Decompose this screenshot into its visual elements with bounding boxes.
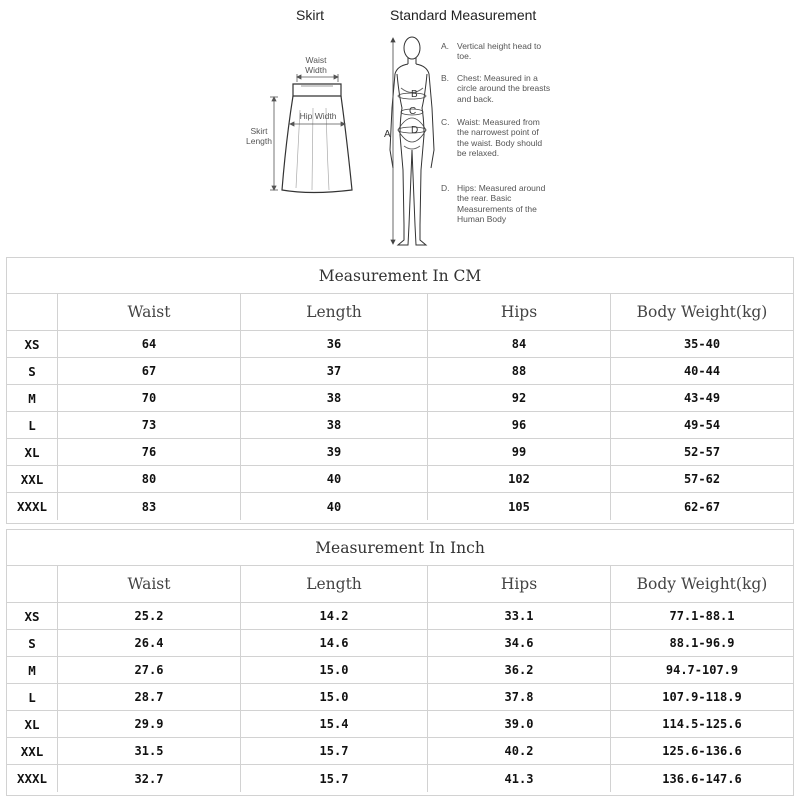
table-row xyxy=(7,466,793,493)
header-size xyxy=(7,566,58,602)
note-a xyxy=(441,41,551,62)
waist-cell: 29.9 xyxy=(58,711,241,737)
table-row xyxy=(7,385,793,412)
waist-width-label xyxy=(300,55,332,75)
table-header-row xyxy=(7,566,793,603)
hips-cell: 41.3 xyxy=(428,765,611,792)
waist-cell: 31.5 xyxy=(58,738,241,764)
header-body-weight: Body Weight(kg) xyxy=(636,575,768,593)
size-cell: S xyxy=(7,358,58,384)
skirt-dimension-lines xyxy=(270,74,345,190)
table-cm-title: Measurement In CM xyxy=(7,258,793,294)
body-weight-cell: 88.1-96.9 xyxy=(669,636,735,650)
body-weight-cell: 49-54 xyxy=(683,418,721,432)
body-weight-cell: 107.9-118.9 xyxy=(662,690,742,704)
measurement-table-cm xyxy=(6,257,794,524)
note-b xyxy=(441,73,551,104)
table-row xyxy=(7,684,793,711)
length-cell: 39 xyxy=(241,439,428,465)
body-weight-cell: 77.1-88.1 xyxy=(669,609,735,623)
body-letter-c: C xyxy=(409,106,417,117)
size-cell: L xyxy=(7,412,58,438)
size-cell: XS xyxy=(7,331,58,357)
hips-cell: 92 xyxy=(428,385,611,411)
length-cell: 15.7 xyxy=(241,765,428,792)
waist-cell: 76 xyxy=(58,439,241,465)
note-d-text: Hips: Measured around the rear. Basic Measurements of the Human Body xyxy=(457,183,546,224)
body-weight-cell: 57-62 xyxy=(683,472,721,486)
size-cell: L xyxy=(7,684,58,710)
header-size xyxy=(7,294,58,330)
skirt-length-label-line2: Length xyxy=(246,136,272,146)
hips-cell: 88 xyxy=(428,358,611,384)
waist-cell: 25.2 xyxy=(58,603,241,629)
header-length: Length xyxy=(241,566,428,602)
size-cell: XXL xyxy=(7,738,58,764)
length-cell: 38 xyxy=(241,385,428,411)
size-cell: XXL xyxy=(7,466,58,492)
header-hips: Hips xyxy=(428,294,611,330)
waist-cell: 73 xyxy=(58,412,241,438)
note-d xyxy=(441,183,551,224)
skirt-illustration xyxy=(282,84,352,193)
table-row xyxy=(7,412,793,439)
length-cell: 15.0 xyxy=(241,657,428,683)
table-header-row xyxy=(7,294,793,331)
length-cell: 36 xyxy=(241,331,428,357)
note-c-text: Waist: Measured from the narrowest point of the waist. Body should be relaxed. xyxy=(457,117,543,158)
length-cell: 14.6 xyxy=(241,630,428,656)
body-weight-cell: 62-67 xyxy=(683,499,721,514)
size-cell: M xyxy=(7,657,58,683)
hips-cell: 33.1 xyxy=(428,603,611,629)
waist-cell: 83 xyxy=(58,493,241,520)
body-weight-cell: 94.7-107.9 xyxy=(665,663,739,677)
note-b-text: Chest: Measured in a circle around the breasts and back. xyxy=(457,73,551,104)
hip-width-label: Hip Width xyxy=(299,111,337,121)
note-b-letter: B. xyxy=(441,73,450,83)
waist-cell: 32.7 xyxy=(58,765,241,792)
body-figure xyxy=(390,37,434,245)
size-cell: M xyxy=(7,385,58,411)
waist-cell: 26.4 xyxy=(58,630,241,656)
table-row xyxy=(7,331,793,358)
header-waist: Waist xyxy=(58,566,241,602)
waist-cell: 70 xyxy=(58,385,241,411)
skirt-title: Skirt xyxy=(296,7,324,23)
table-row xyxy=(7,358,793,385)
body-weight-cell: 125.6-136.6 xyxy=(662,744,742,758)
hips-cell: 36.2 xyxy=(428,657,611,683)
measurement-diagram xyxy=(0,0,800,252)
note-d-letter: D. xyxy=(441,183,450,193)
table-row xyxy=(7,657,793,684)
waist-cell: 80 xyxy=(58,466,241,492)
body-letter-a: A xyxy=(384,129,391,140)
size-cell: XL xyxy=(7,439,58,465)
note-c-letter: C. xyxy=(441,117,450,127)
body-weight-cell: 43-49 xyxy=(683,391,721,405)
length-cell: 15.4 xyxy=(241,711,428,737)
body-letter-d: D xyxy=(411,125,419,136)
length-cell: 15.7 xyxy=(241,738,428,764)
table-row xyxy=(7,439,793,466)
header-length: Length xyxy=(241,294,428,330)
hips-cell: 102 xyxy=(428,466,611,492)
table-row xyxy=(7,603,793,630)
hips-cell: 40.2 xyxy=(428,738,611,764)
hips-cell: 96 xyxy=(428,412,611,438)
length-cell: 37 xyxy=(241,358,428,384)
table-row xyxy=(7,493,793,520)
table-row xyxy=(7,765,793,792)
note-a-text: Vertical height head to toe. xyxy=(457,41,542,62)
waist-width-label-line2: Width xyxy=(305,65,327,75)
hips-cell: 105 xyxy=(428,493,611,520)
body-weight-cell: 40-44 xyxy=(683,364,721,378)
size-cell: XXXL xyxy=(7,765,58,792)
table-row xyxy=(7,738,793,765)
header-hips: Hips xyxy=(428,566,611,602)
hips-cell: 37.8 xyxy=(428,684,611,710)
hips-cell: 34.6 xyxy=(428,630,611,656)
body-measure-marks xyxy=(391,38,426,244)
size-cell: XS xyxy=(7,603,58,629)
body-weight-cell: 35-40 xyxy=(683,337,721,351)
header-body-weight: Body Weight(kg) xyxy=(636,303,768,321)
length-cell: 14.2 xyxy=(241,603,428,629)
skirt-length-label xyxy=(243,126,275,146)
note-c xyxy=(441,117,551,158)
body-weight-cell: 52-57 xyxy=(683,445,721,459)
header-waist: Waist xyxy=(58,294,241,330)
waist-width-label-line1: Waist xyxy=(305,55,327,65)
length-cell: 40 xyxy=(241,493,428,520)
skirt-length-label-line1: Skirt xyxy=(250,126,268,136)
table-row xyxy=(7,630,793,657)
waist-cell: 64 xyxy=(58,331,241,357)
body-weight-cell: 136.6-147.6 xyxy=(662,771,742,786)
length-cell: 40 xyxy=(241,466,428,492)
size-cell: XL xyxy=(7,711,58,737)
length-cell: 38 xyxy=(241,412,428,438)
body-weight-cell: 114.5-125.6 xyxy=(662,717,742,731)
waist-cell: 67 xyxy=(58,358,241,384)
size-cell: XXXL xyxy=(7,493,58,520)
waist-cell: 28.7 xyxy=(58,684,241,710)
measurement-table-inch xyxy=(6,529,794,796)
waist-cell: 27.6 xyxy=(58,657,241,683)
table-row xyxy=(7,711,793,738)
hips-cell: 99 xyxy=(428,439,611,465)
hips-cell: 39.0 xyxy=(428,711,611,737)
size-cell: S xyxy=(7,630,58,656)
length-cell: 15.0 xyxy=(241,684,428,710)
body-letter-b: B xyxy=(411,89,418,100)
table-inch-title: Measurement In Inch xyxy=(7,530,793,566)
standard-measurement-title: Standard Measurement xyxy=(390,7,537,23)
diagram-drawing xyxy=(0,0,800,252)
note-a-letter: A. xyxy=(441,41,450,51)
hips-cell: 84 xyxy=(428,331,611,357)
